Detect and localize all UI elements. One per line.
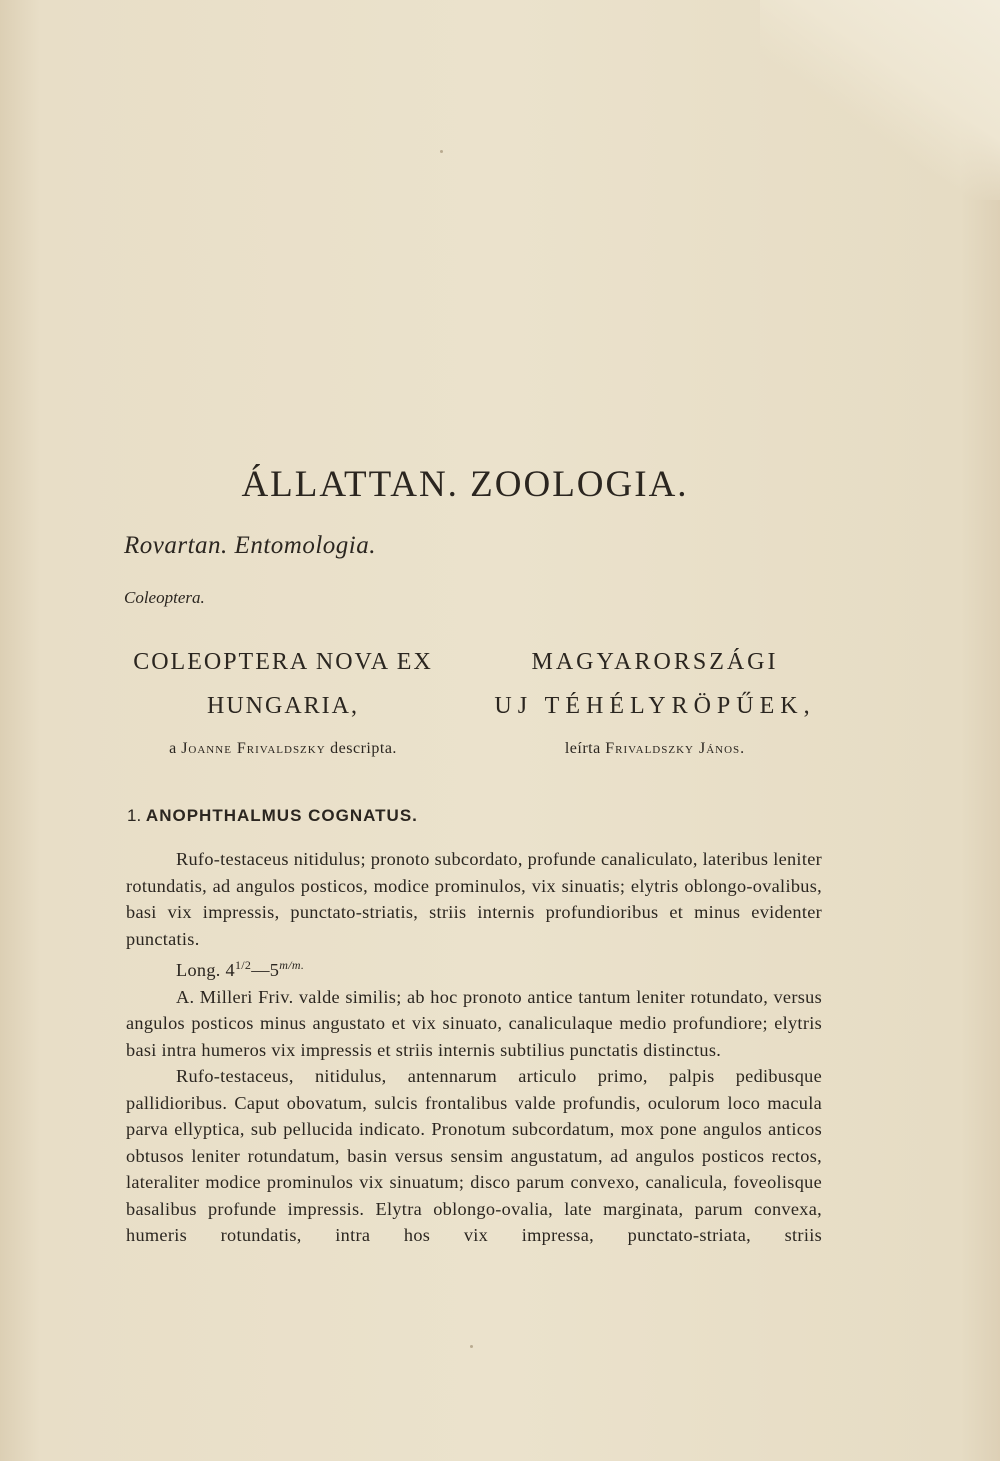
hungarian-byline-prefix: leírta [564, 740, 601, 757]
measurement-unit: m/m. [279, 958, 305, 972]
species-heading [127, 806, 418, 826]
subsection-heading: Coleoptera. [124, 588, 205, 607]
comparison-paragraph: A. Milleri Friv. valde similis; ab hoc pronoto antice tantum leniter rotundato, versus angulos posticos minus angustato et vix sinuato, canaliculaque medio profundiore; elytris basi intra humeros vix impressis et striis internis subtilius punctatis distinctus. [126, 986, 822, 1060]
latin-byline-author: Joanne Frivaldszky [181, 740, 326, 757]
hungarian-byline [490, 740, 820, 758]
hungarian-heading-line1: MAGYARORSZÁGI [531, 649, 779, 675]
measurement-line [126, 952, 822, 984]
description-paragraph: Rufo-testaceus, nitidulus, antennarum articulo primo, palpis pedibusque pallidioribus. Caput obovatum, sulcis frontalibus valde profundis, oculorum loco macula parva ellyptica, sub pellucida indicato. Pronotum subcordatum, mox pone angulos anticos obtusos leniter rotundatum, basin versus sensim angustatum, ad angulos posticos rectos, lateraliter modice prominulos vix sinuatum; disco parum convexo, canalicula, foveolisque basalibus profunde impressis. Elytra oblongo-ovalia, late marginata, parum convexa, humeris rotundatis, intra hos vix impressa, punctato-striata, striis [126, 1066, 822, 1246]
description-body [126, 846, 822, 1249]
measurement-dash: —5 [251, 960, 280, 981]
latin-byline [118, 740, 448, 758]
page-title: ÁLLATTAN. ZOOLOGIA. [241, 463, 689, 505]
measurement-fraction: 1/2 [234, 958, 252, 972]
page-corner-fold [760, 0, 1000, 200]
latin-heading-line1: COLEOPTERA NOVA EX [133, 649, 433, 675]
paper-speck [470, 1345, 473, 1348]
hungarian-heading-column [490, 640, 820, 758]
species-number: 1. [127, 806, 142, 825]
diagnosis-paragraph: Rufo-testaceus nitidulus; pronoto subcordato, profunde canaliculato, lateribus leniter rotundatis, ad angulos posticos, modice prominulos, vix sinuatis; elytris oblongo-ovalibus, basi vix impressis, punctato-striatis, striis internis profundioribus et minus evidenter punctatis. [126, 849, 822, 949]
latin-byline-suffix: descripta. [330, 740, 397, 757]
hungarian-heading-line2: UJ TÉHÉLYRÖPŰEK, [494, 693, 816, 719]
measurement-prefix: Long. 4 [176, 960, 235, 981]
hungarian-byline-author: Frivaldszky János. [605, 740, 746, 757]
latin-byline-prefix: a [169, 740, 177, 757]
paper-speck [440, 150, 443, 153]
species-name: ANOPHTHALMUS COGNATUS. [145, 806, 418, 825]
section-heading: Rovartan. Entomologia. [124, 532, 376, 559]
latin-heading-line2: HUNGARIA, [207, 693, 359, 719]
latin-heading-column [118, 640, 448, 758]
